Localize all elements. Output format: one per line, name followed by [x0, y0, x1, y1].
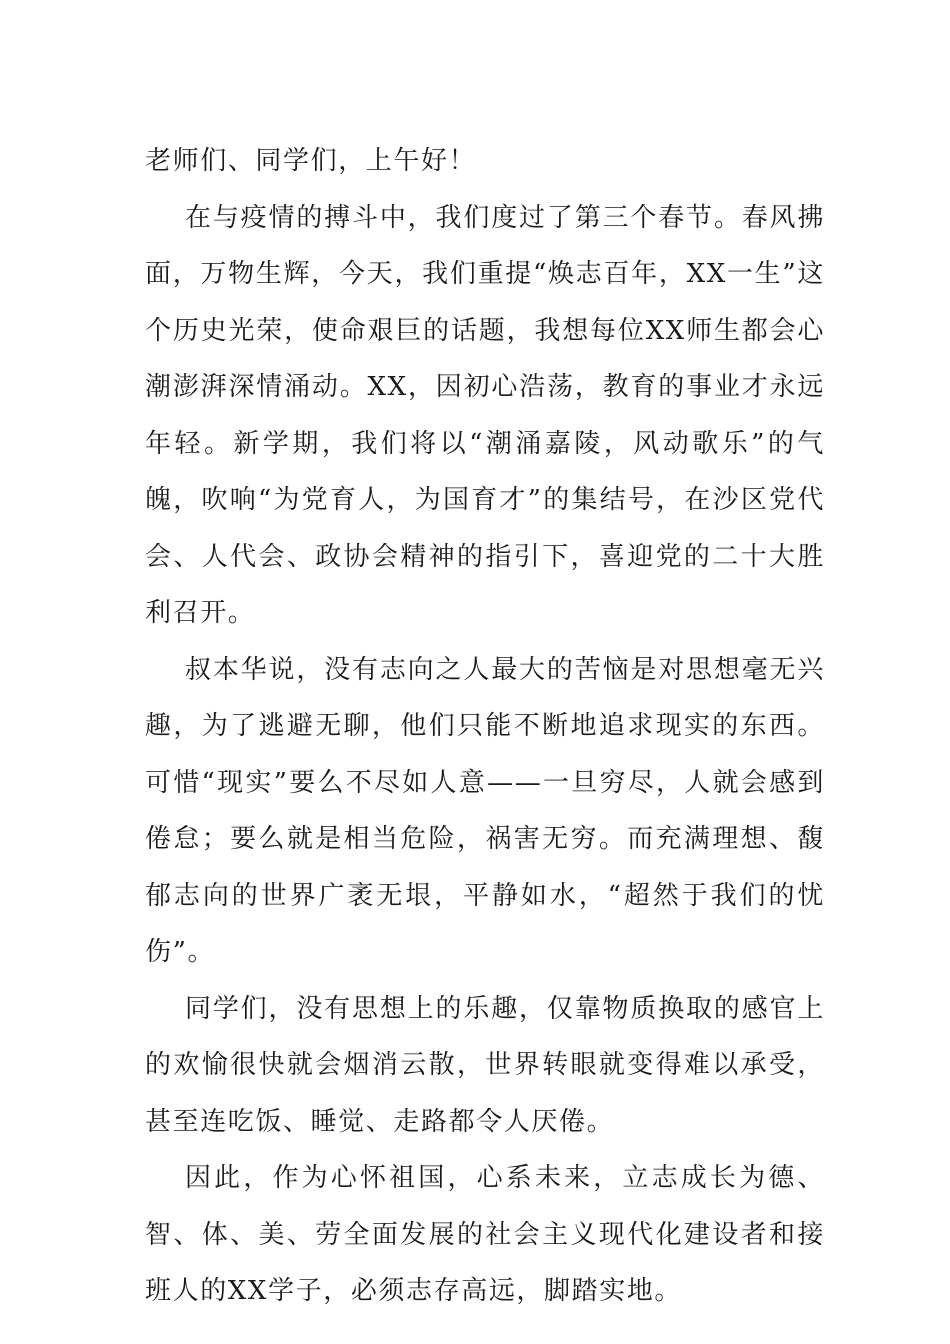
paragraph-4: 因此，作为心怀祖国，心系未来，立志成长为德、智、体、美、劳全面发展的社会主义现代化建设者和接班人的XX学子，必须志存高远，脚踏实地。 [145, 1163, 825, 1306]
document-body [145, 133, 825, 1320]
paragraph-3: 同学们，没有思想上的乐趣，仅靠物质换取的感官上的欢愉很快就会烟消云散，世界转眼就变得难以承受，甚至连吃饭、睡觉、走路都令人厌倦。 [145, 993, 825, 1137]
paragraph-1: 在与疫情的搏斗中，我们度过了第三个春节。春风拂面，万物生辉，今天，我们重提“焕志百年，XX一生”这个历史光荣，使命艰巨的话题，我想每位XX师生都会心潮澎湃深情涌动。XX，因初心浩荡，教育的事业才永远年轻。新学期，我们将以“潮涌嘉陵，风动歌乐”的气魄，吹响“为党育人，为国育才”的集结号，在沙区党代会、人代会、政协会精神的指引下，喜迎党的二十大胜利召开。 [145, 202, 825, 628]
paragraph-2: 叔本华说，没有志向之人最大的苦恼是对思想毫无兴趣，为了逃避无聊，他们只能不断地追求现实的东西。可惜“现实”要么不尽如人意——一旦穷尽，人就会感到倦怠；要么就是相当危险，祸害无穷。而充满理想、馥郁志向的世界广袤无垠，平静如水，“超然于我们的忧伤”。 [145, 654, 825, 967]
greeting-line: 老师们、同学们，上午好！ [145, 146, 477, 176]
